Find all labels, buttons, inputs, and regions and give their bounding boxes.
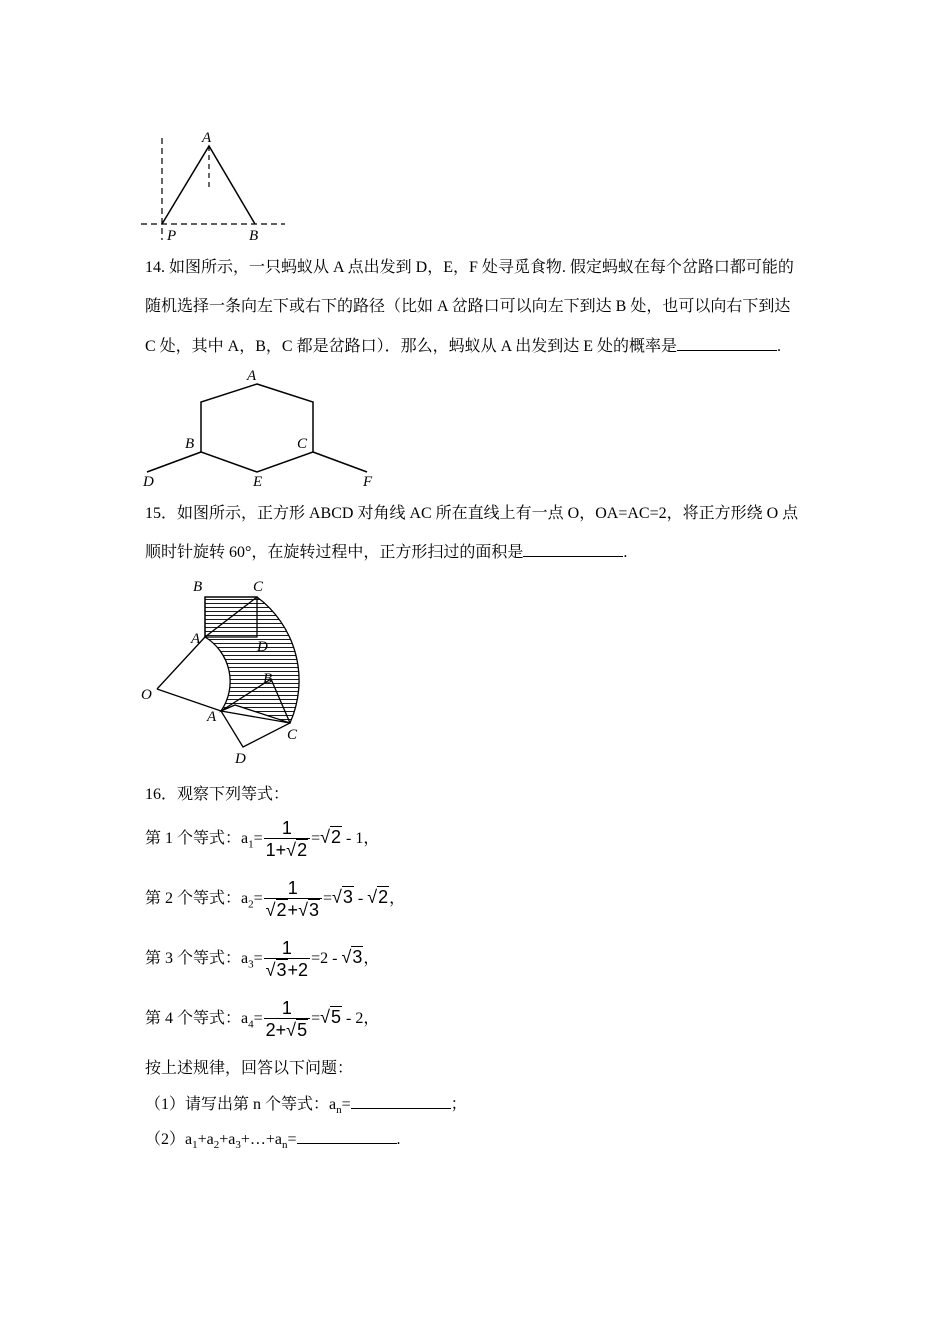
p2-plus2: +a — [219, 1131, 236, 1148]
eq4-den-a: 2+ — [265, 1020, 287, 1040]
label-c-bottom: C — [287, 727, 298, 743]
label-a: A — [202, 130, 212, 146]
eq1-eq: = — [253, 830, 263, 848]
eq3-prefix: 第 3 个等式：a — [145, 950, 249, 968]
q14-line3-end: . — [777, 338, 782, 355]
q16-equation-2: 第 2 个等式：$a_2=$ $\frac{1}{√2+√3}$ =√3 - √2， — [145, 878, 406, 920]
eq2-r2: 2 — [378, 887, 389, 908]
label-b-top: B — [193, 579, 203, 595]
q16-equation-1: 第 1 个等式：$a_1=$ $\frac{1}{1+√2}$ =√2 - 1， — [145, 818, 380, 860]
q16-part-1 — [145, 1094, 467, 1120]
q15-line1: 15．如图所示，正方形 ABCD 对角线 AC 所在直线上有一点 O，OA=AC=2，将正方形绕 O 点 — [145, 505, 799, 522]
eq2-den-r2: 3 — [308, 900, 319, 920]
eq3-tail: ， — [363, 950, 380, 968]
p2-s1: 1 — [192, 1139, 198, 1152]
label-o: O — [141, 687, 152, 703]
label-a-bottom: A — [207, 709, 217, 725]
p2-end: . — [396, 1131, 401, 1148]
q15-line2-text: 顺时针旋转 60°，在旋转过程中，正方形扫过的面积是 — [145, 544, 524, 561]
q14-line3-text: C 处，其中 A，B，C 都是岔路口）．那么，蚂蚁从 A 出发到达 E 处的概率是 — [145, 338, 678, 355]
eq1-tail: - 1， — [342, 830, 380, 848]
label-c-top: C — [253, 579, 264, 595]
p1-eq: = — [341, 1096, 351, 1113]
answer-blank-q16-2[interactable] — [297, 1129, 397, 1144]
answer-blank-q15[interactable] — [523, 542, 623, 557]
eq2-fraction — [264, 878, 322, 921]
q14-line2: 随机选择一条向左下或右下的路径（比如 A 岔路口可以向左下到达 B 处，也可以向右下到达 — [145, 298, 791, 315]
label-p: P — [167, 228, 177, 244]
q16-equation-4: 第 4 个等式：$a_4=$ $\frac{1}{2+√5}$ =√5 - 2， — [145, 998, 380, 1040]
p2-eq: = — [287, 1131, 297, 1148]
answer-blank-q16-1[interactable] — [351, 1094, 451, 1109]
eq2-den: √2+√3 — [264, 898, 322, 921]
p2-plus1: +a — [197, 1131, 214, 1148]
eq4-sub: 4 — [248, 1018, 254, 1031]
eq3-num: 1 — [281, 938, 292, 958]
p2-mid: +…+a — [240, 1131, 283, 1148]
eq2-den-plus: + — [287, 900, 299, 920]
eq4-eq2: = — [311, 1010, 321, 1028]
q14-line1: 14. 如图所示，一只蚂蚁从 A 点出发到 D，E，F 处寻觅食物. 假定蚂蚁在每个岔路口都可能的 — [145, 259, 794, 276]
label-d-top: D — [257, 639, 268, 655]
label-b-bottom: B — [263, 671, 273, 687]
eq3-den-tail: +2 — [287, 960, 309, 980]
eq1-prefix: 第 1 个等式：a — [145, 830, 249, 848]
eq2-eq: = — [253, 890, 263, 908]
eq3-eq: = — [253, 950, 263, 968]
label-f: F — [363, 474, 373, 490]
p1-sub: n — [336, 1104, 342, 1117]
figure-triangle-apb — [135, 126, 295, 246]
p1-text: （1）请写出第 n 个等式：a — [145, 1096, 337, 1113]
eq3-den-r1: 3 — [276, 960, 287, 980]
eq3-eq2: =2 - — [311, 950, 342, 968]
eq4-tail: - 2， — [342, 1010, 380, 1028]
q14-line3 — [145, 336, 781, 357]
eq2-prefix: 第 2 个等式：a — [145, 890, 249, 908]
q16-rule: 按上述规律，回答以下问题： — [145, 1060, 354, 1077]
eq3-den: √3+2 — [265, 960, 309, 980]
q15-line2 — [145, 542, 627, 563]
eq2-r1: 3 — [342, 887, 353, 908]
eq4-eq: = — [253, 1010, 263, 1028]
p2-pre: （2）a — [145, 1131, 193, 1148]
p2-s2: 2 — [213, 1139, 220, 1152]
label-b: B — [185, 436, 195, 452]
eq2-den-r1: 2 — [276, 900, 287, 920]
eq1-den-a: 1+ — [265, 840, 287, 860]
label-d-bottom: D — [235, 751, 246, 767]
label-d: D — [143, 474, 154, 490]
q15-line2-end: . — [623, 544, 628, 561]
eq4-num: 1 — [281, 998, 292, 1018]
p1-end: ； — [450, 1096, 467, 1113]
eq4-den: 2+√5 — [264, 1018, 310, 1041]
p2-s3: 3 — [235, 1139, 241, 1152]
eq1-den: 1+√2 — [264, 838, 310, 861]
eq1-num: 1 — [281, 818, 292, 838]
eq3-fraction — [264, 938, 310, 981]
eq2-num: 1 — [287, 878, 298, 898]
q16-part-2 — [145, 1129, 401, 1155]
eq4-den-rad: 5 — [297, 1020, 308, 1040]
eq2-tail: ， — [389, 890, 406, 908]
label-a-top: A — [191, 631, 201, 647]
figure-hexagon-paths — [135, 362, 385, 492]
label-e: E — [253, 474, 263, 490]
eq1-sub: 1 — [248, 838, 254, 851]
q16-title: 16．观察下列等式： — [145, 786, 290, 803]
eq4-prefix: 第 4 个等式：a — [145, 1010, 249, 1028]
eq2-eq2: = — [322, 890, 332, 908]
eq3-r1: 3 — [352, 947, 363, 968]
label-b: B — [249, 228, 259, 244]
answer-blank-q14[interactable] — [677, 336, 777, 351]
p2-sn: n — [282, 1139, 288, 1152]
eq1-fraction — [264, 818, 310, 861]
eq4-fraction — [264, 998, 310, 1041]
q16-equation-3: 第 3 个等式：$a_3=$ $\frac{1}{√3+2}$ =2 - √3， — [145, 938, 380, 980]
eq4-r1: 5 — [331, 1007, 342, 1028]
eq2-minus: - — [353, 890, 368, 908]
label-a: A — [247, 368, 257, 384]
eq2-sub: 2 — [248, 898, 254, 911]
figure-rotating-square — [135, 575, 315, 770]
eq1-eq2: = — [311, 830, 321, 848]
eq1-r1: 2 — [331, 827, 342, 848]
eq3-sub: 3 — [248, 958, 254, 971]
label-c: C — [297, 436, 308, 452]
eq1-den-rad: 2 — [297, 840, 308, 860]
